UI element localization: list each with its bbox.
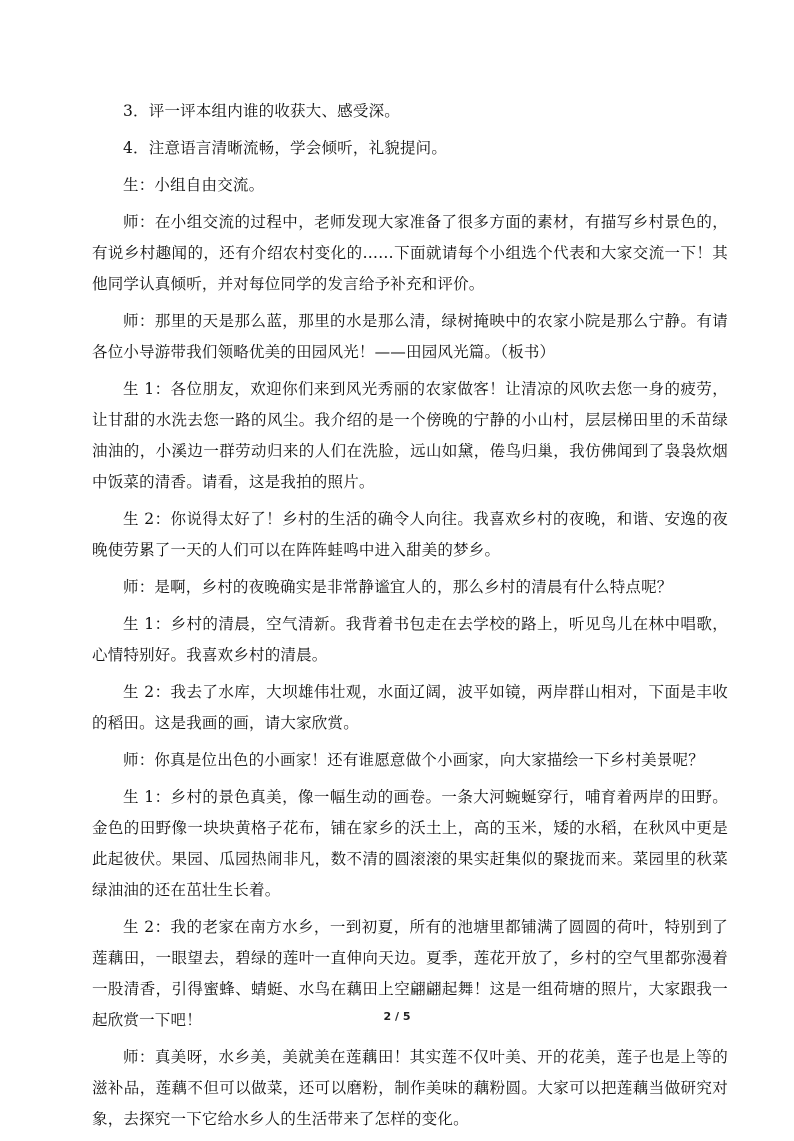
paragraph-student1-village: 生 1：各位朋友，欢迎你们来到风光秀丽的农家做客！让清凉的风吹去您一身的疲劳，让甘甜的水洗去您一路的风尘。我介绍的是一个傍晚的宁静的小山村，层层梯田里的禾苗绿油油的，小溪边一群劳动归来的人们在洗脸，远山如黛，倦鸟归巢，我仿佛闻到了袅袅炊烟中饭菜的清香。请看，这是我拍的照片。 bbox=[92, 380, 728, 491]
paragraph-student2-night: 生 2：你说得太好了！乡村的生活的确令人向往。我喜欢乡村的夜晚，和谐、安逸的夜晚使劳累了一天的人们可以在阵阵蛙鸣中进入甜美的梦乡。 bbox=[92, 510, 728, 559]
paragraph-student-discussion: 生：小组自由交流。 bbox=[123, 176, 265, 194]
paragraph-criteria-3: 3．评一评本组内谁的收获大、感受深。 bbox=[123, 102, 400, 120]
paragraph-teacher-intro: 师：在小组交流的过程中，老师发现大家准备了很多方面的素材，有描写乡村景色的，有说乡村趣闻的，还有介绍农村变化的……下面就请每个小组选个代表和大家交流一下！其他同学认真倾听，并对每位同学的发言给予补充和评价。 bbox=[92, 213, 728, 293]
paragraph-teacher-scenery: 师：那里的天是那么蓝，那里的水是那么清，绿树掩映中的农家小院是那么宁静。有请各位小导游带我们领略优美的田园风光！——田园风光篇。（板书） bbox=[92, 312, 728, 361]
paragraph-student2-lotus: 生 2：我的老家在南方水乡，一到初夏，所有的池塘里都铺满了圆圆的荷叶，特别到了莲藕田，一眼望去，碧绿的莲叶一直伸向天边。夏季，莲花开放了，乡村的空气里都弥漫着一股清香，引得蜜蜂、蜻蜓、水鸟在藕田上空翩翩起舞！这是一组荷塘的照片，大家跟我一起欣赏一下吧！ bbox=[92, 918, 728, 1029]
paragraph-teacher-morning: 师：是啊，乡村的夜晚确实是非常静谧宜人的，那么乡村的清晨有什么特点呢？ bbox=[123, 578, 673, 596]
paragraph-criteria-4: 4．注意语言清晰流畅，学会倾听，礼貌提问。 bbox=[123, 139, 448, 157]
page-number: 2 / 5 bbox=[383, 1010, 411, 1023]
paragraph-student1-morning: 生 1：乡村的清晨，空气清新。我背着书包走在去学校的路上，听见鸟儿在林中唱歌，心情特别好。我喜欢乡村的清晨。 bbox=[92, 615, 728, 664]
paragraph-student1-scenery: 生 1：乡村的景色真美，像一幅生动的画卷。一条大河蜿蜒穿行，哺育着两岸的田野。金色的田野像一块块黄格子花布，铺在家乡的沃土上，高的玉米，矮的水稻，在秋风中更是此起彼伏。果园、瓜园热闹非凡，数不清的圆滚滚的果实赶集似的聚拢而来。菜园里的秋菜绿油油的还在茁壮生长着。 bbox=[92, 788, 728, 899]
paragraph-teacher-painter: 师：你真是位出色的小画家！还有谁愿意做个小画家，向大家描绘一下乡村美景呢？ bbox=[123, 751, 704, 769]
document-body bbox=[92, 96, 728, 1141]
paragraph-student2-reservoir: 生 2：我去了水库，大坝雄伟壮观，水面辽阔，波平如镜，两岸群山相对，下面是丰收的稻田。这是我画的画，请大家欣赏。 bbox=[92, 683, 728, 732]
paragraph-teacher-lotus: 师：真美呀，水乡美，美就美在莲藕田！其实莲不仅叶美、开的花美，莲子也是上等的滋补品，莲藕不但可以做菜，还可以磨粉，制作美味的藕粉圆。大家可以把莲藕当做研究对象，去探究一下它给水乡人的生活带来了怎样的变化。 bbox=[92, 1048, 728, 1128]
